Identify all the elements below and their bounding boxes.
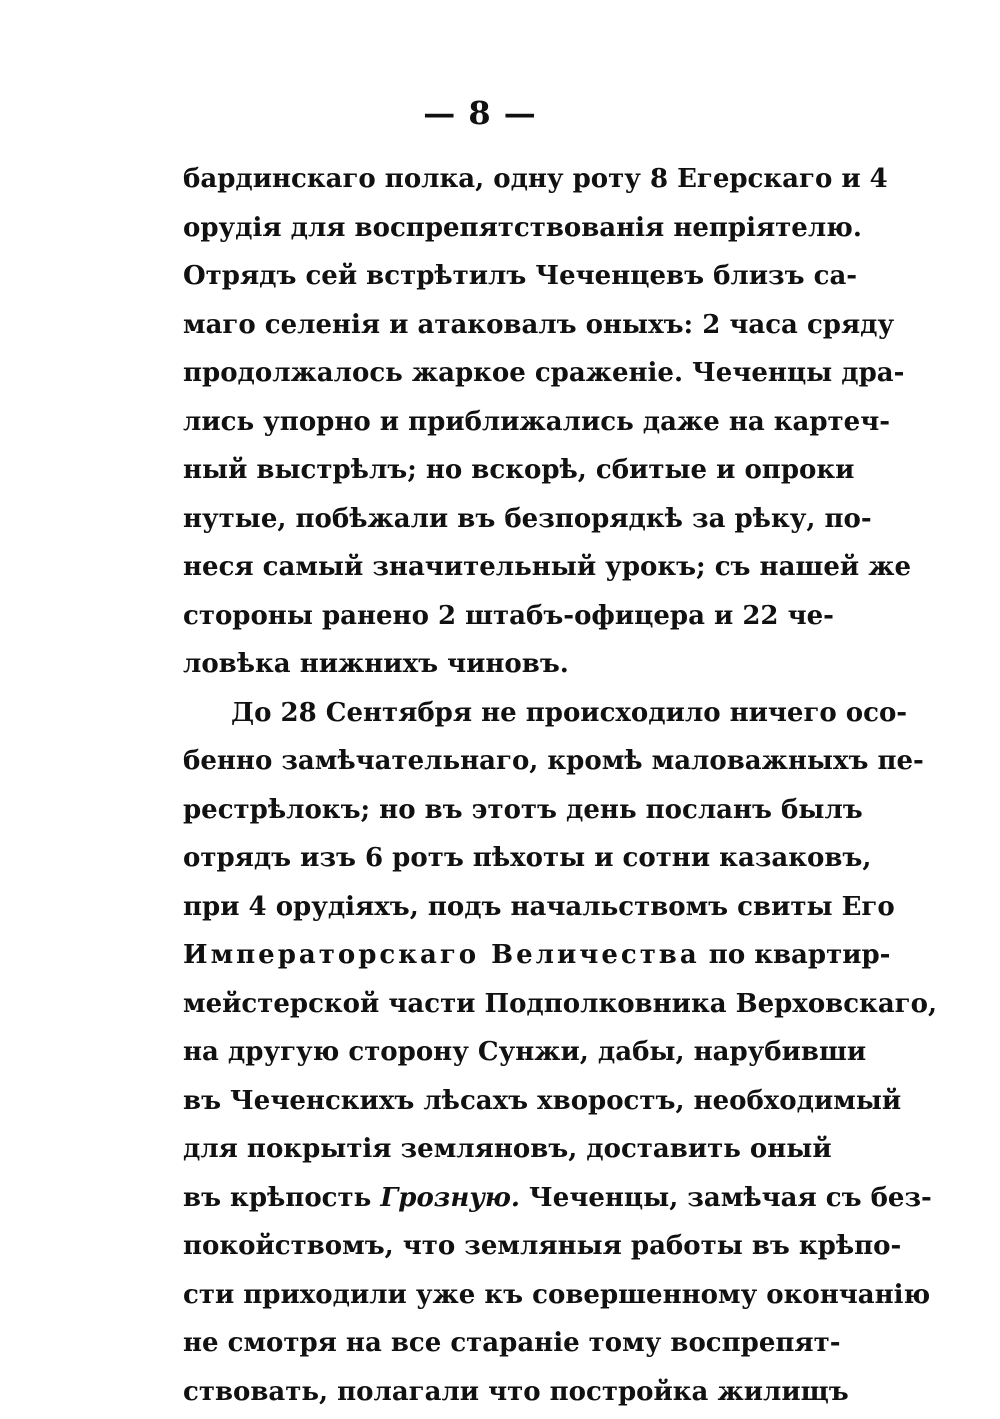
text-fragment: Чеченцы, замѣчая съ без- xyxy=(519,1182,932,1213)
text-fragment: по квартир- xyxy=(699,940,891,970)
italic-place-name: Грозную. xyxy=(380,1182,520,1213)
text-line: стороны ранено 2 штабъ-офицера и 22 че- xyxy=(183,600,834,631)
text-line: Отрядъ сей встрѣтилъ Чеченцевъ близъ са- xyxy=(183,261,858,291)
text-fragment: въ крѣпость xyxy=(183,1182,381,1213)
text-line: неся самый значительный урокъ; съ нашей же xyxy=(183,552,912,582)
text-line: не смотря на все стараніе тому воспрепят- xyxy=(183,1328,841,1358)
text-line xyxy=(183,931,891,980)
text-line: покойствомъ, что земляныя работы въ крѣпо- xyxy=(183,1231,902,1261)
text-line: ный выстрѣлъ; но вскорѣ, сбитые и опроки xyxy=(183,455,855,485)
text-line: при 4 орудіяхъ, подъ начальствомъ свиты Его xyxy=(183,891,895,922)
text-line: отрядъ изъ 6 ротъ пѣхоты и сотни казаковъ, xyxy=(183,843,872,873)
text-line: ствовать, полагали что постройка жилищъ xyxy=(183,1376,849,1407)
page-number: — 8 — xyxy=(423,94,537,132)
text-line: бенно замѣчательнаго, кромѣ маловажныхъ пе- xyxy=(183,746,924,776)
text-line: До 28 Сентября не происходило ничего осо- xyxy=(231,697,908,728)
text-line: ловѣка нижнихъ чиновъ. xyxy=(183,649,569,679)
text-line: рестрѣлокъ; но въ этотъ день посланъ былъ xyxy=(183,794,863,825)
text-line: нутые, побѣжали въ безпорядкѣ за рѣку, по- xyxy=(183,503,872,534)
text-line: для покрытія земляновъ, доставить оный xyxy=(183,1134,832,1164)
text-line: маго селенія и атаковалъ оныхъ: 2 часа сряду xyxy=(183,309,895,340)
text-line: сти приходили уже къ совершенному окончанію xyxy=(183,1279,931,1310)
text-line xyxy=(183,1174,932,1223)
text-line: лись упорно и приближались даже на картеч- xyxy=(183,406,891,437)
text-line: орудія для воспрепятствованія непріятелю. xyxy=(183,212,862,243)
text-line: мейстерской части Подполковника Верховскаго, xyxy=(183,988,937,1019)
text-line: въ Чеченскихъ лѣсахъ хворостъ, необходимый xyxy=(183,1085,902,1116)
text-line: на другую сторону Сунжи, дабы, нарубивши xyxy=(183,1037,867,1067)
body-text xyxy=(183,155,937,1416)
text-line: бардинскаго полка, одну роту 8 Егерскаго и 4 xyxy=(183,164,888,194)
spaced-title-text: Императорскаго Величества xyxy=(183,940,700,970)
text-line: продолжалось жаркое сраженіе. Чеченцы дра- xyxy=(183,358,905,388)
